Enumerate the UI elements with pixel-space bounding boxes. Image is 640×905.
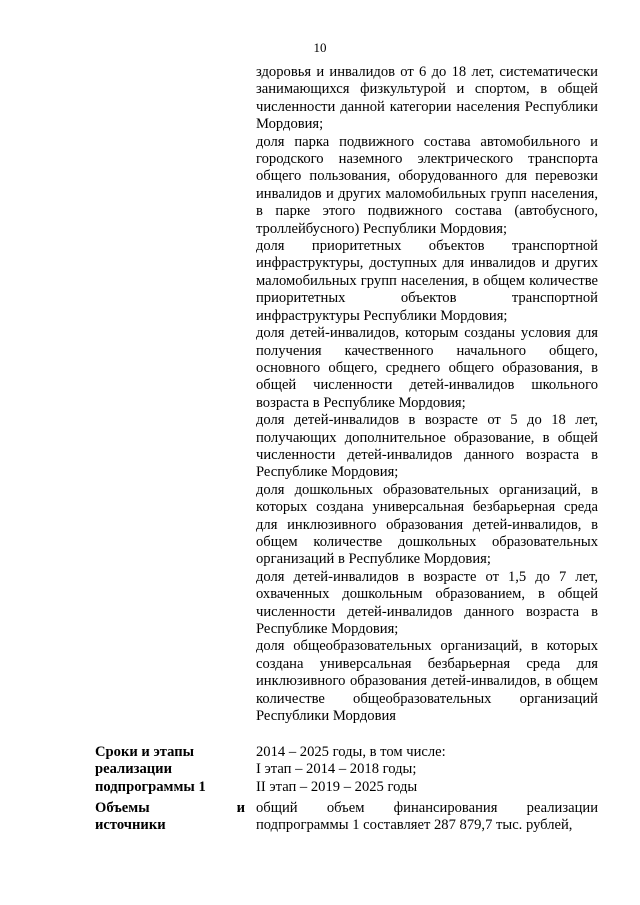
terms-label-line: реализации <box>95 761 173 778</box>
indicator-item: доля детей-инвалидов, которым созданы условия для получения качественного начального общего, основного общего, среднего общего образования, в общей численности детей-инвалидов школьного возраста в Республике Мордовия; <box>256 325 598 411</box>
terms-line: 2014 – 2025 годы, в том числе: <box>256 744 446 760</box>
indicator-item: доля общеобразовательных организаций, в которых создана универсальная безбарьерная среда для инклюзивного образования детей-инвалидов, в общем количестве общеобразовательных организаций Республики Мордовия <box>256 638 598 725</box>
terms-label-line: подпрограммы 1 <box>95 778 206 795</box>
indicator-item: доля детей-инвалидов в возрасте от 5 до 18 лет, получающих дополнительное образование, в общей численности детей-инвалидов данного возраста в Республике Мордовия; <box>256 412 598 481</box>
indicators-list <box>256 64 598 725</box>
indicator-item: доля парка подвижного состава автомобильного и городского наземного электрического транспорта общего пользования, оборудованного для перевозки инвалидов и других маломобильных групп населения, в парке этого подвижного состава (автобусного, троллейбусного) Республики Мордовия; <box>256 133 598 237</box>
terms-label <box>95 744 245 796</box>
terms-line: I этап – 2014 – 2018 годы; <box>256 761 417 778</box>
terms-line: II этап – 2019 – 2025 годы <box>256 778 418 795</box>
indicator-item: здоровья и инвалидов от 6 до 18 лет, систематически занимающихся физкультурой и спортом, в общей численности данной категории населения Республики Мордовия; <box>256 64 598 133</box>
sources-value <box>256 800 598 835</box>
sources-label-line: источники <box>95 817 166 834</box>
page-number: 10 <box>313 40 327 55</box>
sources-label <box>95 800 245 835</box>
sources-text: общий объем финансирования реализации подпрограммы 1 составляет 287 879,7 тыс. рублей, <box>256 800 598 834</box>
indicator-item: доля приоритетных объектов транспортной инфраструктуры, доступных для инвалидов и других маломобильных групп населения, в общем количестве приоритетных объектов транспортной инфраструктуры Республики Мордовия; <box>256 238 598 324</box>
sources-label-line: Объемы и <box>95 800 245 816</box>
terms-value <box>256 744 598 796</box>
terms-label-line: Сроки и этапы <box>95 744 195 760</box>
indicator-item: доля дошкольных образовательных организаций, в которых создана универсальная безбарьерная среда для инклюзивного образования детей-инвалидов, в общем количестве дошкольных образовательных организаций в Республике Мордовия; <box>256 481 598 568</box>
indicator-item: доля детей-инвалидов в возрасте от 1,5 до 7 лет, охваченных дошкольным образованием, в общей численности детей-инвалидов данного возраста в Республике Мордовия; <box>256 568 598 637</box>
